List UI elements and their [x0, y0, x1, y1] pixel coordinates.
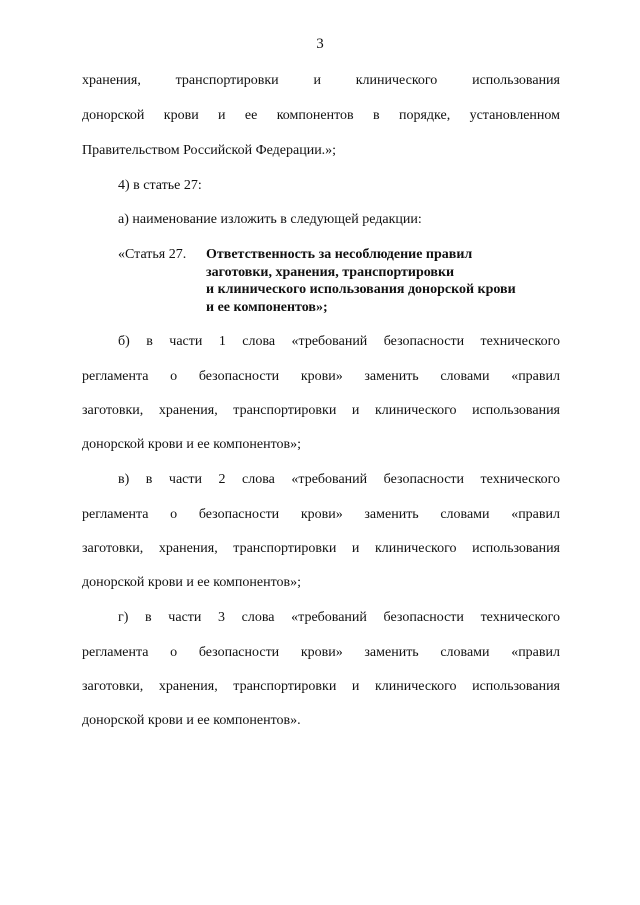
paragraph-b-line: б) в части 1 слова «требований безопасности технического: [118, 334, 560, 349]
paragraph-g-line: заготовки, хранения, транспортировки и клинического использования: [82, 679, 560, 694]
list-item-heading: 4) в статье 27:: [118, 178, 202, 193]
article-title: [206, 246, 566, 316]
paragraph-v-line: в) в части 2 слова «требований безопасности технического: [118, 472, 560, 487]
paragraph-v-line: заготовки, хранения, транспортировки и клинического использования: [82, 541, 560, 556]
article-title-line: и клинического использования донорской крови: [206, 282, 516, 297]
text-line: хранения, транспортировки и клинического использования: [82, 73, 560, 88]
paragraph-g-line: г) в части 3 слова «требований безопасности технического: [118, 610, 560, 625]
article-label: «Статья 27.: [118, 247, 187, 262]
text-line: Правительством Российской Федерации.»;: [82, 143, 337, 158]
paragraph-v-line: регламента о безопасности крови» заменить словами «правил: [82, 507, 560, 522]
article-title-line: и ее компонентов»;: [206, 299, 328, 315]
paragraph-g-line: регламента о безопасности крови» заменить словами «правил: [82, 645, 560, 660]
paragraph-g-line: донорской крови и ее компонентов».: [82, 713, 301, 728]
page-number: 3: [316, 36, 324, 52]
list-item-heading: а) наименование изложить в следующей редакции:: [118, 212, 422, 227]
article-title-line: заготовки, хранения, транспортировки: [206, 264, 455, 280]
paragraph-v-line: донорской крови и ее компонентов»;: [82, 575, 302, 590]
article-title-line: Ответственность за несоблюдение правил: [206, 247, 473, 262]
paragraph-b-line: заготовки, хранения, транспортировки и клинического использования: [82, 403, 560, 418]
paragraph-b-line: донорской крови и ее компонентов»;: [82, 437, 302, 452]
text-line: донорской крови и ее компонентов в порядке, установленном: [82, 108, 560, 123]
paragraph-b-line: регламента о безопасности крови» заменить словами «правил: [82, 369, 560, 384]
